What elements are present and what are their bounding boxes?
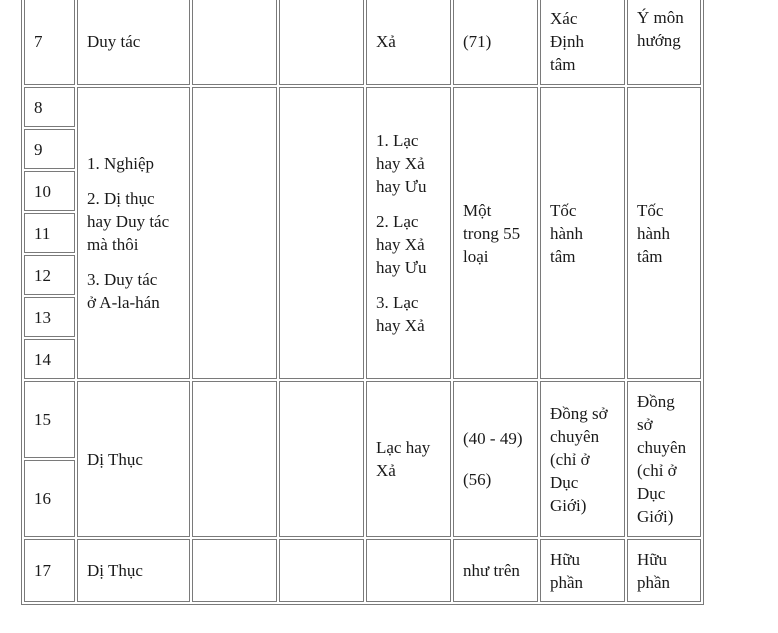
empty-cell	[192, 0, 277, 85]
row-number: 11	[24, 213, 75, 253]
function-line: 1. Nghiệp	[87, 154, 155, 173]
empty-cell	[279, 0, 364, 85]
consciousness-table	[21, 0, 704, 605]
feeling-cell	[366, 87, 451, 379]
row-number: 9	[24, 129, 75, 169]
feeling-cell: Xả	[366, 0, 451, 85]
process-cell: Đồng sở chuyên (chỉ ở Dục Giới)	[540, 381, 625, 537]
count-line: (40 - 49)	[463, 429, 523, 448]
process-cell: Xác Định tâm	[540, 0, 625, 85]
function-cell: Duy tác	[77, 0, 190, 85]
empty-cell	[279, 539, 364, 602]
door-cell: Tốc hành tâm	[627, 87, 701, 379]
row-number: 12	[24, 255, 75, 295]
row-number: 10	[24, 171, 75, 211]
count-line: (56)	[463, 470, 492, 489]
table-row	[24, 381, 701, 458]
empty-cell	[279, 87, 364, 379]
function-line: 2. Dị thục hay Duy tác mà thôi	[87, 189, 170, 254]
table-row	[24, 539, 701, 602]
feeling-line: 3. Lạc hay Xả	[376, 293, 425, 335]
feeling-line: 2. Lạc hay Xả hay Ưu	[376, 212, 427, 277]
row-number: 14	[24, 339, 75, 379]
door-cell: Đồng sở chuyên (chỉ ở Dục Giới)	[627, 381, 701, 537]
feeling-line: 1. Lạc hay Xả hay Ưu	[376, 131, 427, 196]
empty-cell	[192, 87, 277, 379]
table-row	[24, 0, 701, 85]
count-cell: Một trong 55 loại	[453, 87, 538, 379]
feeling-cell: Lạc hay Xả	[366, 381, 451, 537]
process-cell: Hữu phần	[540, 539, 625, 602]
count-cell: (71)	[453, 0, 538, 85]
function-cell	[77, 87, 190, 379]
empty-cell	[192, 381, 277, 537]
count-cell: như trên	[453, 539, 538, 602]
row-number: 7	[24, 0, 75, 85]
empty-cell	[192, 539, 277, 602]
empty-cell	[366, 539, 451, 602]
row-number: 8	[24, 87, 75, 127]
function-cell: Dị Thục	[77, 539, 190, 602]
door-cell: Hữu phần	[627, 539, 701, 602]
row-number: 13	[24, 297, 75, 337]
count-cell	[453, 381, 538, 537]
row-number: 16	[24, 460, 75, 537]
empty-cell	[279, 381, 364, 537]
door-cell: Ý môn hướng	[627, 0, 701, 85]
row-number: 17	[24, 539, 75, 602]
process-cell: Tốc hành tâm	[540, 87, 625, 379]
function-line: 3. Duy tác ở A-la-hán	[87, 270, 160, 312]
function-cell: Dị Thục	[77, 381, 190, 537]
row-number: 15	[24, 381, 75, 458]
table-row	[24, 87, 701, 127]
